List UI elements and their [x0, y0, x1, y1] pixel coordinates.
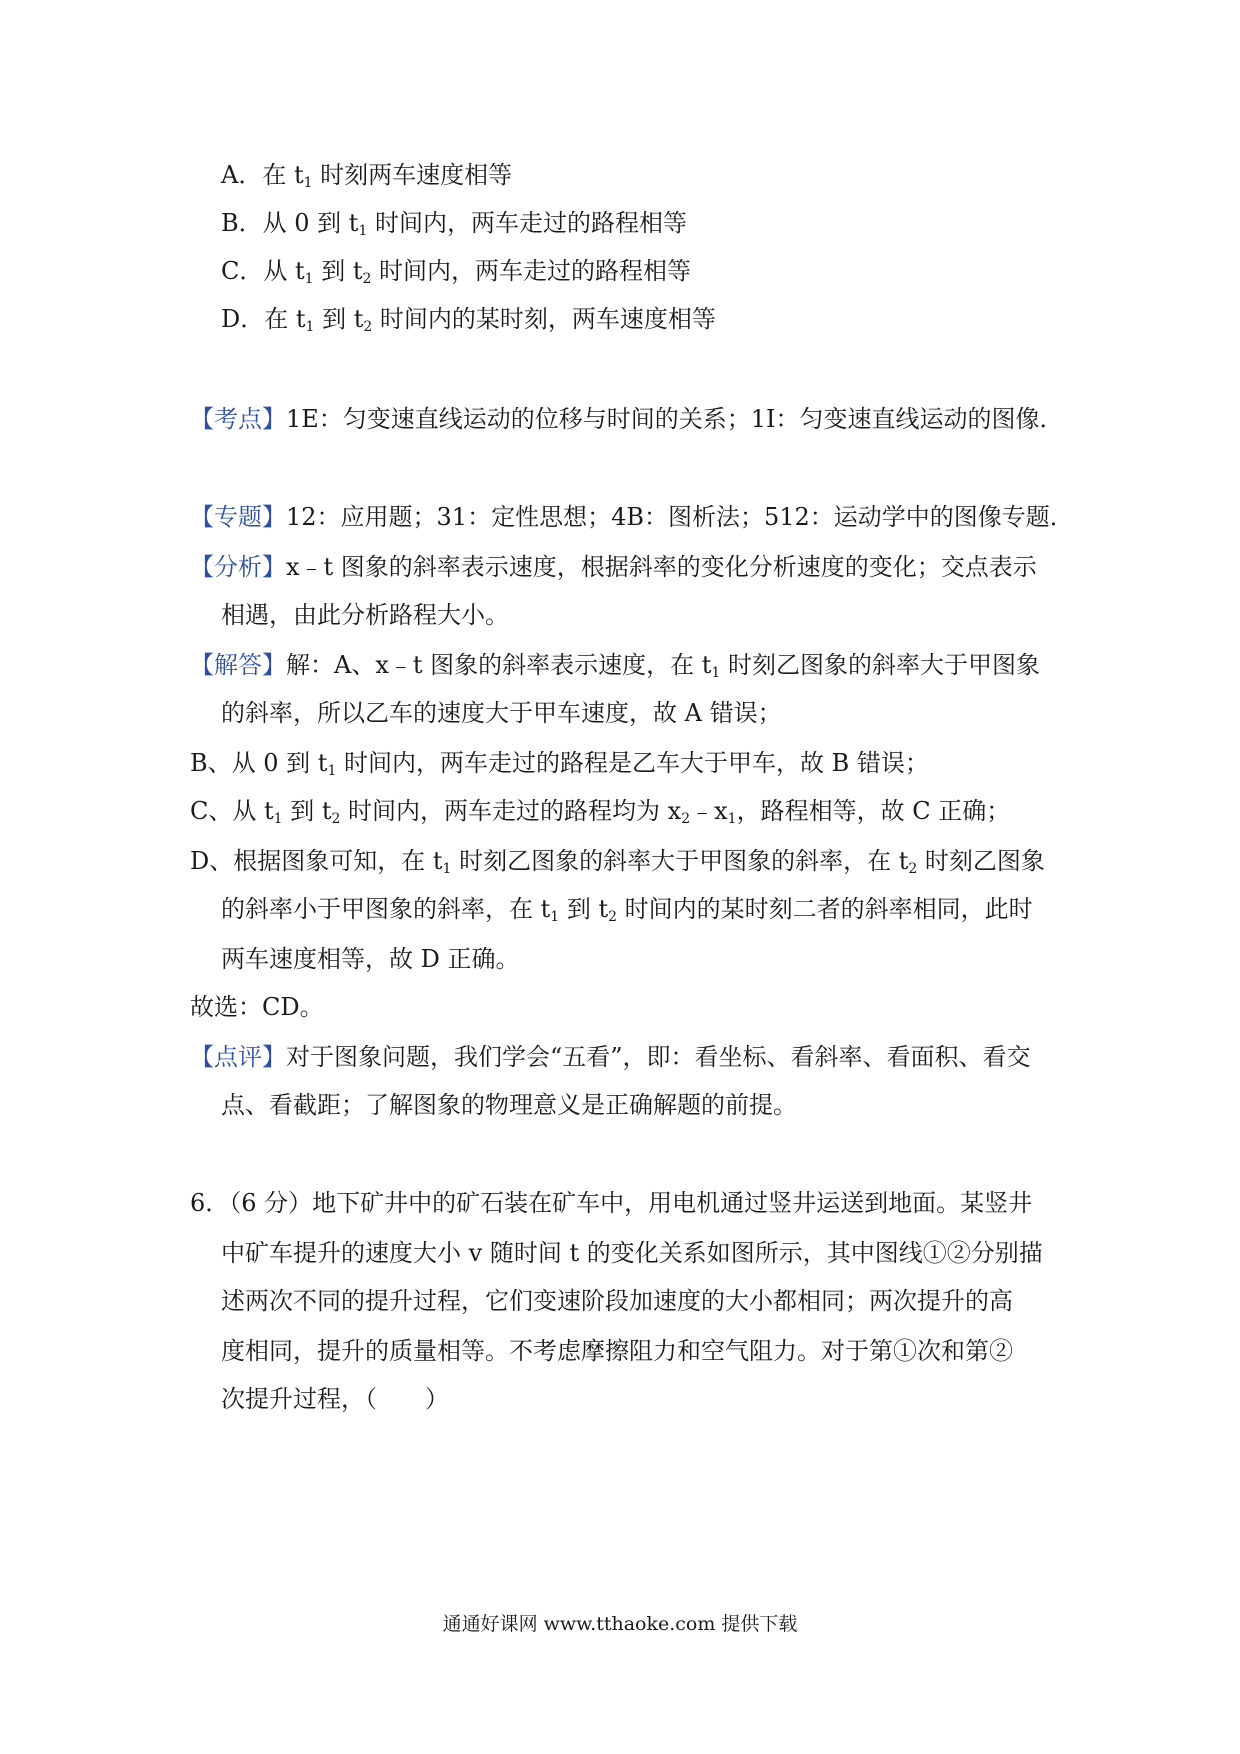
- jieda-line-d2: 的斜率小于甲图象的斜率，在 $t_1$ 到 $t_2$ 时间内的某时刻二者的斜率相同，此时: [221, 895, 1033, 925]
- jieda-line-b: B、从 0 到 $t_1$ 时间内，两车走过的路程是乙车大于甲车，故 B 错误；: [190, 749, 929, 779]
- fenxi-tag: 【分析】: [190, 553, 286, 581]
- option-a: A．在 $t_1$ 时刻两车速度相等: [221, 161, 513, 191]
- kaodian-section: [190, 404, 1064, 434]
- kaodian-tag: 【考点】: [190, 405, 286, 433]
- question6-line-5: 次提升过程，（ ）: [221, 1385, 449, 1413]
- jieda-line-c: C、从 $t_1$ 到 $t_2$ 时间内，两车走过的路程均为 $x_2﹣x_1$，路程相等，故 C 正确；: [190, 797, 1011, 827]
- jieda-line-1: 【解答】解：A、x﹣t 图象的斜率表示速度，在 $t_1$ 时刻乙图象的斜率大于甲图象: [190, 651, 1040, 681]
- dianping-tag: 【点评】: [190, 1043, 286, 1071]
- option-b: B．从 0 到 $t_1$ 时间内，两车走过的路程相等: [221, 209, 688, 239]
- jieda-line-2: 的斜率，所以乙车的速度大于甲车速度，故 A 错误；: [221, 699, 782, 727]
- zhuanti-section: [190, 502, 1074, 532]
- kaodian-text: 1E：匀变速直线运动的位移与时间的关系；1I：匀变速直线运动的图像．: [286, 405, 1064, 433]
- fenxi-line-1: 【分析】x﹣t 图象的斜率表示速度，根据斜率的变化分析速度的变化；交点表示: [190, 553, 1037, 581]
- dianping-line-1: 【点评】对于图象问题，我们学会“五看”，即：看坐标、看斜率、看面积、看交: [190, 1043, 1031, 1071]
- jieda-line-d1: D、根据图象可知，在 $t_1$ 时刻乙图象的斜率大于甲图象的斜率，在 $t_2$ 时刻乙图象: [190, 847, 1045, 877]
- jieda-line-d3: 两车速度相等，故 D 正确。: [221, 945, 520, 973]
- question6-line-1: 6．（6 分）地下矿井中的矿石装在矿车中，用电机通过竖井运送到地面。某竖井: [190, 1189, 1033, 1217]
- question6-line-3: 述两次不同的提升过程，它们变速阶段加速度的大小都相同；两次提升的高: [221, 1287, 1013, 1315]
- question6-line-2: 中矿车提升的速度大小 v 随时间 t 的变化关系如图所示，其中图线①②分别描: [221, 1239, 1043, 1267]
- dianping-line-2: 点、看截距；了解图象的物理意义是正确解题的前提。: [221, 1091, 797, 1119]
- jieda-answer: 故选：CD。: [190, 993, 324, 1021]
- option-c: C．从 $t_1$ 到 $t_2$ 时间内，两车走过的路程相等: [221, 257, 692, 287]
- page-footer: 通通好课网 www.tthaoke.com 提供下载: [442, 1613, 798, 1635]
- zhuanti-text: 12：应用题；31：定性思想；4B：图析法；512：运动学中的图像专题．: [286, 503, 1074, 531]
- zhuanti-tag: 【专题】: [190, 503, 286, 531]
- option-d: D．在 $t_1$ 到 $t_2$ 时间内的某时刻，两车速度相等: [221, 305, 716, 335]
- question6-line-4: 度相同，提升的质量相等。不考虑摩擦阻力和空气阻力。对于第①次和第②: [221, 1337, 1013, 1365]
- fenxi-line-2: 相遇，由此分析路程大小。: [221, 601, 509, 629]
- jieda-tag: 【解答】: [190, 651, 286, 679]
